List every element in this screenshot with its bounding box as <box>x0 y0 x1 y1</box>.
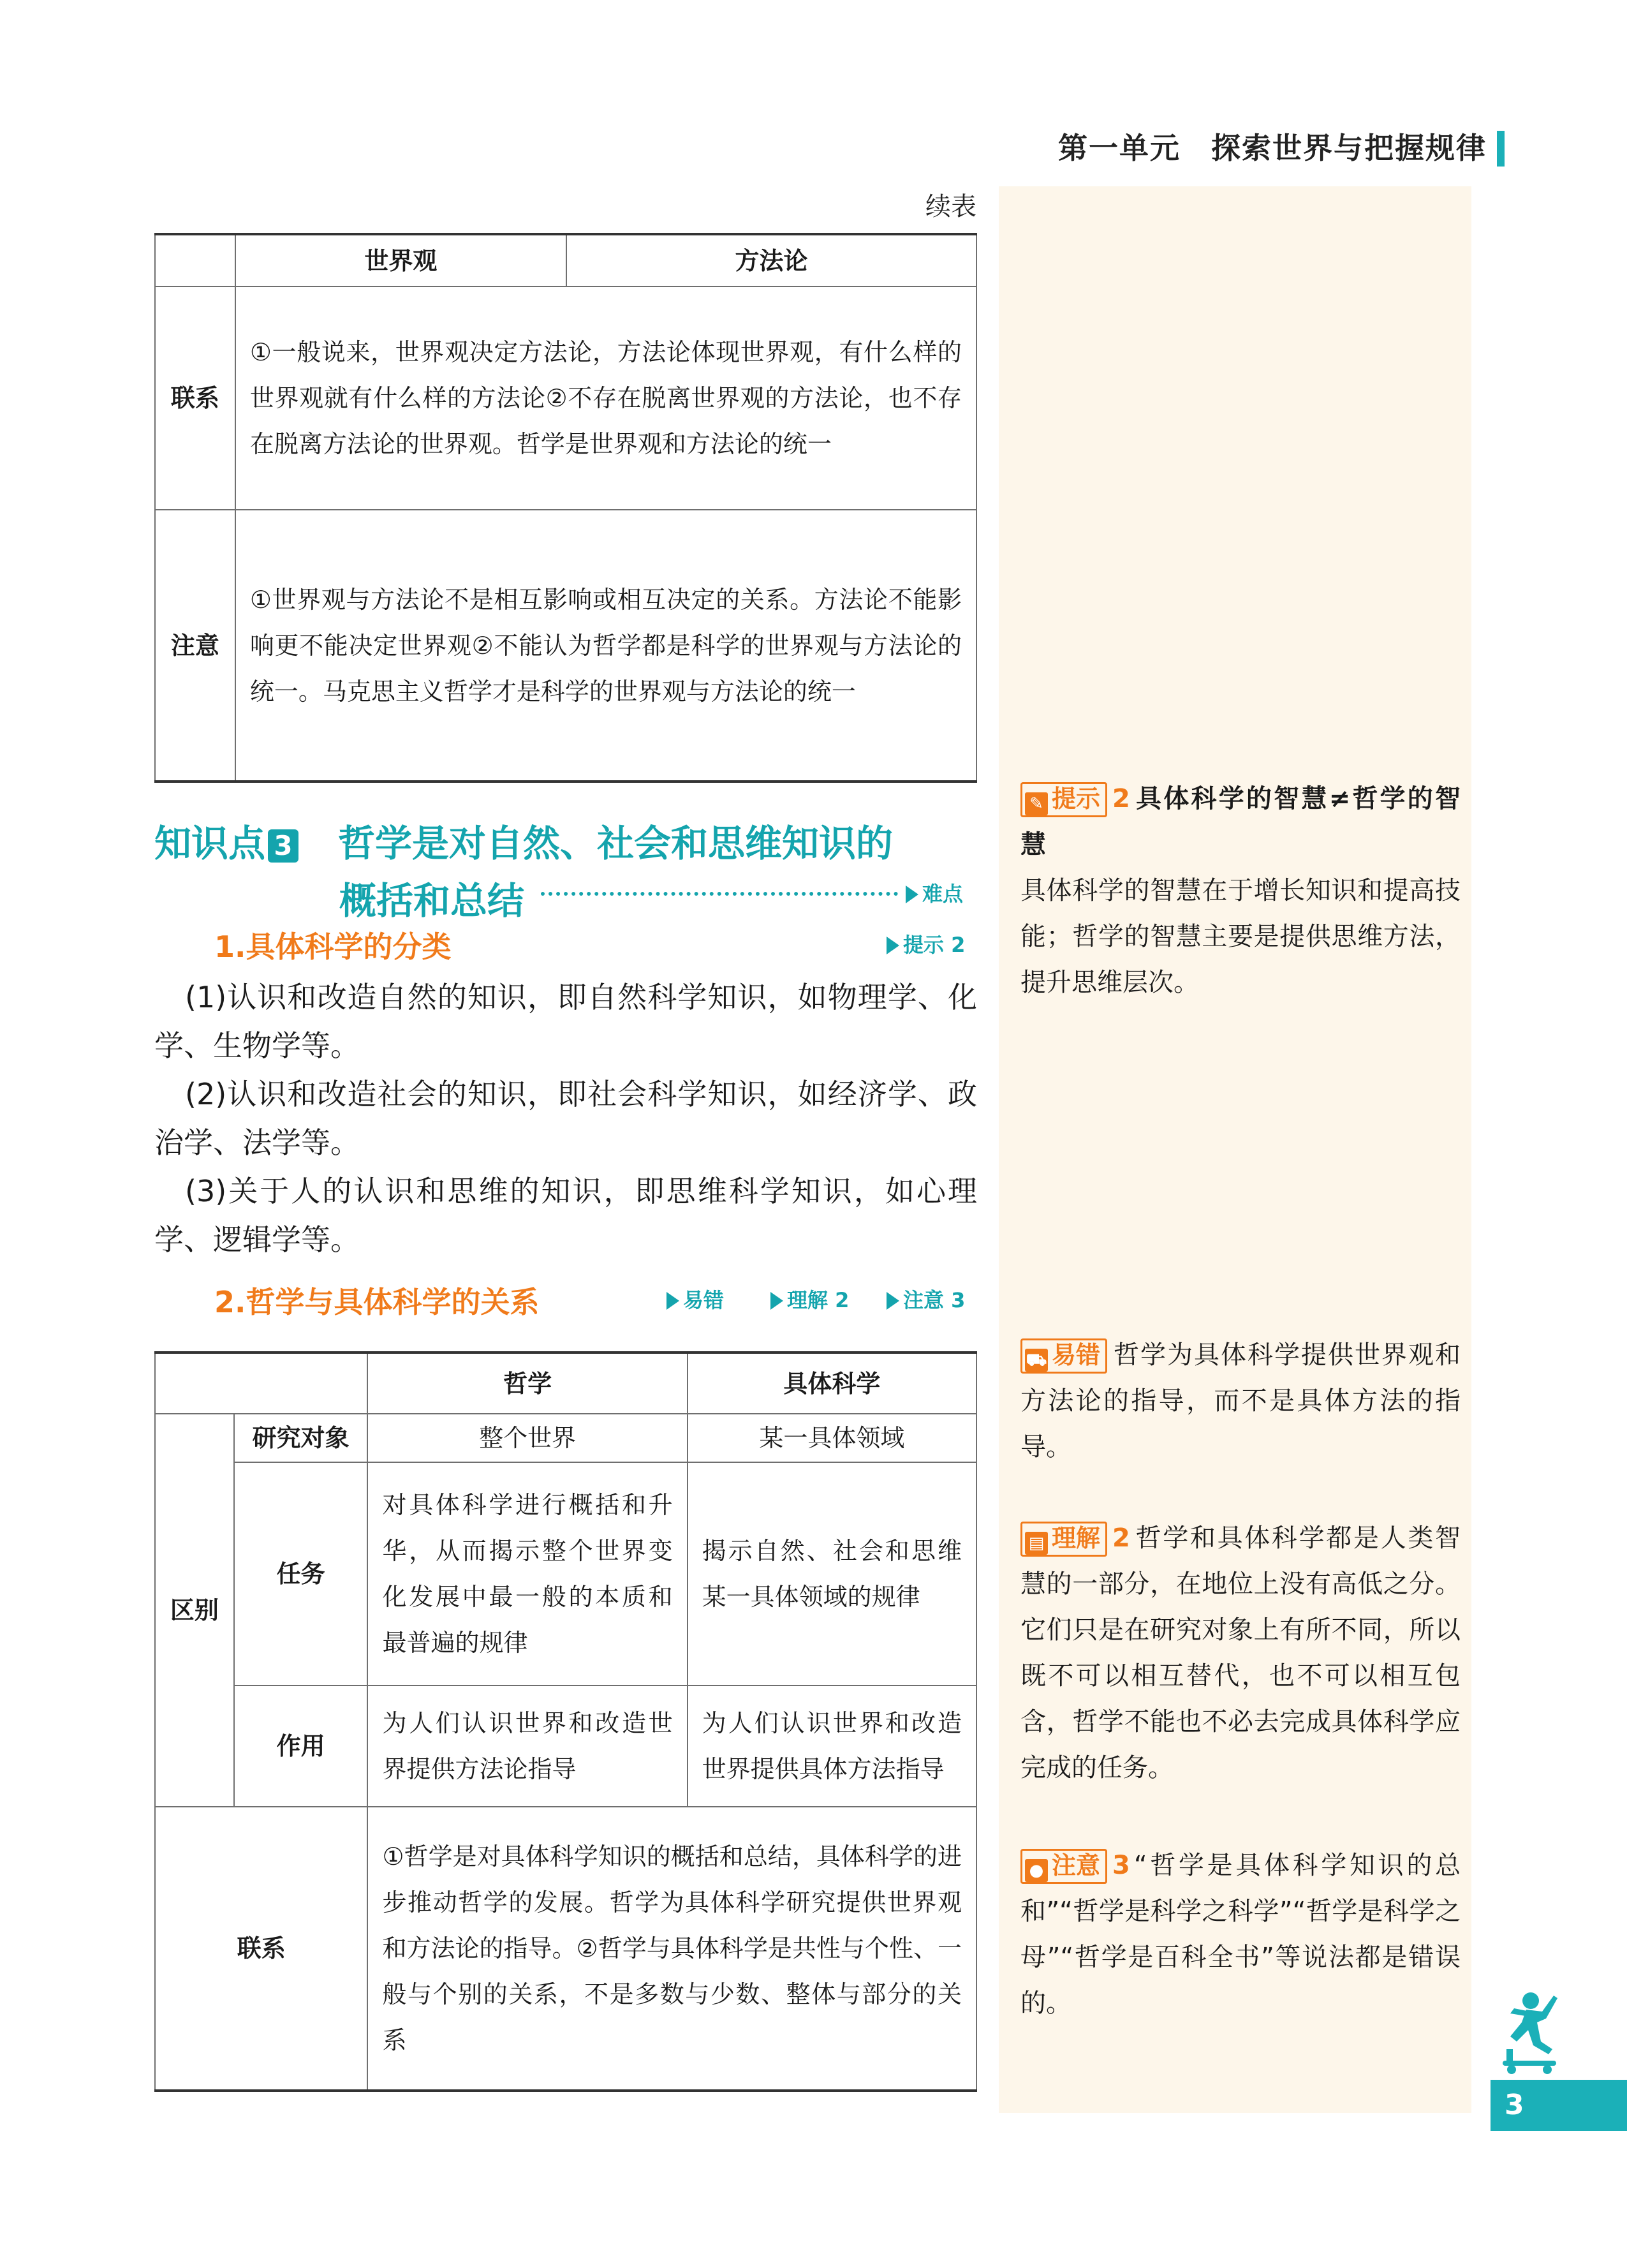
worldview-methodology-table <box>154 233 977 783</box>
understand-badge: ▤ 理解 <box>1020 1522 1107 1557</box>
column-header: 哲学 <box>367 1353 687 1414</box>
tip-link-tag[interactable]: 提示 2 <box>887 929 965 958</box>
error-link-tag[interactable]: 易错 <box>666 1284 724 1314</box>
triangle-icon <box>770 1292 783 1310</box>
knowledge-point-title-line2: 概括和总结 <box>339 879 525 923</box>
triangle-icon <box>666 1292 679 1310</box>
tip-note: ✎ 提示 2 具体科学的智慧≠哲学的智慧 具体科学的智慧在于增长知识和提高技能；哲学的智慧主要是提供思维方法，提升思维层次。 <box>1020 776 1461 1005</box>
table-corner <box>155 234 235 286</box>
row-header: 作用 <box>234 1686 368 1807</box>
error-badge: ⛟ 易错 <box>1020 1338 1107 1374</box>
list-item: (1)认识和改造自然的知识，即自然科学知识，如物理学、化学、生物学等。 <box>154 980 977 1063</box>
book-icon: ▤ <box>1025 1532 1048 1555</box>
skateboarder-icon <box>1491 1983 1574 2079</box>
tip-text: 具体科学的智慧在于增长知识和提高技能；哲学的智慧主要是提供思维方法，提升思维层次。 <box>1020 876 1461 997</box>
tip-title: 具体科学的智慧≠哲学的智慧 <box>1020 784 1461 859</box>
knowledge-point-title: 哲学是对自然、社会和思维知识的 <box>338 822 894 865</box>
table-cell: ①一般说来，世界观决定方法论，方法论体现世界观，有什么样的世界观就有什么样的方法论②不存在脱离世界观的方法论，也不存在脱离方法论的世界观。哲学是世界观和方法论的统一 <box>235 286 976 510</box>
list-item: (2)认识和改造社会的知识，即社会科学知识，如经济学、政治学、法学等。 <box>154 1077 977 1160</box>
table-cell: ①哲学是对具体科学知识的概括和总结，具体科学的进步推动哲学的发展。哲学为具体科学研究提供世界观和方法论的指导。②哲学与具体科学是共性与个性、一般与个别的关系，不是多数与少数、整体与部分的关系 <box>367 1807 976 2091</box>
philosophy-science-table <box>154 1351 977 2092</box>
understand-text: 哲学和具体科学都是人类智慧的一部分，在地位上没有高低之分。它们只是在研究对象上有所不同，所以既不可以相互替代，也不可以相互包含，哲学不能也不必去完成具体科学应完成的任务。 <box>1020 1523 1461 1783</box>
column-header: 方法论 <box>566 234 976 286</box>
dotted-leader <box>541 879 898 896</box>
table-cell: 揭示自然、社会和思维某一具体领域的规律 <box>688 1462 976 1686</box>
knowledge-point-label: 知识点 <box>154 822 266 865</box>
sidebar-panel <box>999 186 1471 2113</box>
tip-badge: ✎ 提示 <box>1020 782 1107 817</box>
table-cell: 对具体科学进行概括和升华，从而揭示整个世界变化发展中最一般的本质和最普遍的规律 <box>367 1462 687 1686</box>
row-group-header: 区别 <box>155 1414 234 1807</box>
understand-note: ▤ 理解 2 哲学和具体科学都是人类智慧的一部分，在地位上没有高低之分。它们只是在研究对象上有所不同，所以既不可以相互替代，也不可以相互包含，哲学不能也不必去完成具体科学应完成的任务。 <box>1020 1515 1461 1791</box>
person-icon: ● <box>1025 1859 1048 1882</box>
table-cell: 整个世界 <box>367 1414 687 1462</box>
notice-text: “哲学是具体科学知识的总和”“哲学是科学之科学”“哲学是科学之母”“哲学是百科全书”等说法都是错误的。 <box>1020 1851 1461 2018</box>
knowledge-point-heading <box>154 813 893 867</box>
understand-link-tag[interactable]: 理解 2 <box>770 1284 849 1314</box>
notice-badge: ● 注意 <box>1020 1849 1107 1884</box>
header-accent-bar <box>1497 131 1505 167</box>
list-item: (3)关于人的认识和思维的知识，即思维科学知识，如心理学、逻辑学等。 <box>154 1174 977 1257</box>
row-header: 联系 <box>155 286 235 510</box>
section-heading: 1.具体科学的分类 <box>214 930 452 964</box>
table-corner <box>155 1353 367 1414</box>
notice-link-tag[interactable]: 注意 3 <box>887 1284 965 1314</box>
column-header: 世界观 <box>235 234 566 286</box>
error-text: 哲学为具体科学提供世界观和方法论的指导，而不是具体方法的指导。 <box>1020 1340 1461 1462</box>
row-header: 研究对象 <box>234 1414 368 1462</box>
difficulty-tag[interactable]: 难点 <box>906 878 963 907</box>
triangle-icon <box>887 1292 899 1310</box>
table-cell: 为人们认识世界和改造世界提供具体方法指导 <box>688 1686 976 1807</box>
table-cell: 某一具体领域 <box>688 1414 976 1462</box>
error-note <box>1020 1332 1461 1470</box>
row-header: 联系 <box>155 1807 367 2091</box>
classification-list <box>154 973 977 1264</box>
triangle-icon <box>887 937 899 954</box>
table-cell: 为人们认识世界和改造世界提供方法论指导 <box>367 1686 687 1807</box>
row-header: 注意 <box>155 510 235 782</box>
pencil-icon: ✎ <box>1025 792 1048 815</box>
page-number: 3 <box>1491 2080 1627 2131</box>
notice-note: ● 注意 3 “哲学是具体科学知识的总和”“哲学是科学之科学”“哲学是科学之母”“哲学是百科全书”等说法都是错误的。 <box>1020 1842 1461 2026</box>
continued-label: 续表 <box>925 192 976 221</box>
triangle-icon <box>906 886 918 903</box>
car-icon: ⛟ <box>1025 1349 1048 1372</box>
section-heading: 2.哲学与具体科学的关系 <box>214 1285 540 1319</box>
column-header: 具体科学 <box>688 1353 976 1414</box>
unit-title: 第一单元 探索世界与把握规律 <box>1058 131 1487 165</box>
table-cell: ①世界观与方法论不是相互影响或相互决定的关系。方法论不能影响更不能决定世界观②不能认为哲学都是科学的世界观与方法论的统一。马克思主义哲学才是科学的世界观与方法论的统一 <box>235 510 976 782</box>
knowledge-point-number: 3 <box>268 829 298 863</box>
row-header: 任务 <box>234 1462 368 1686</box>
